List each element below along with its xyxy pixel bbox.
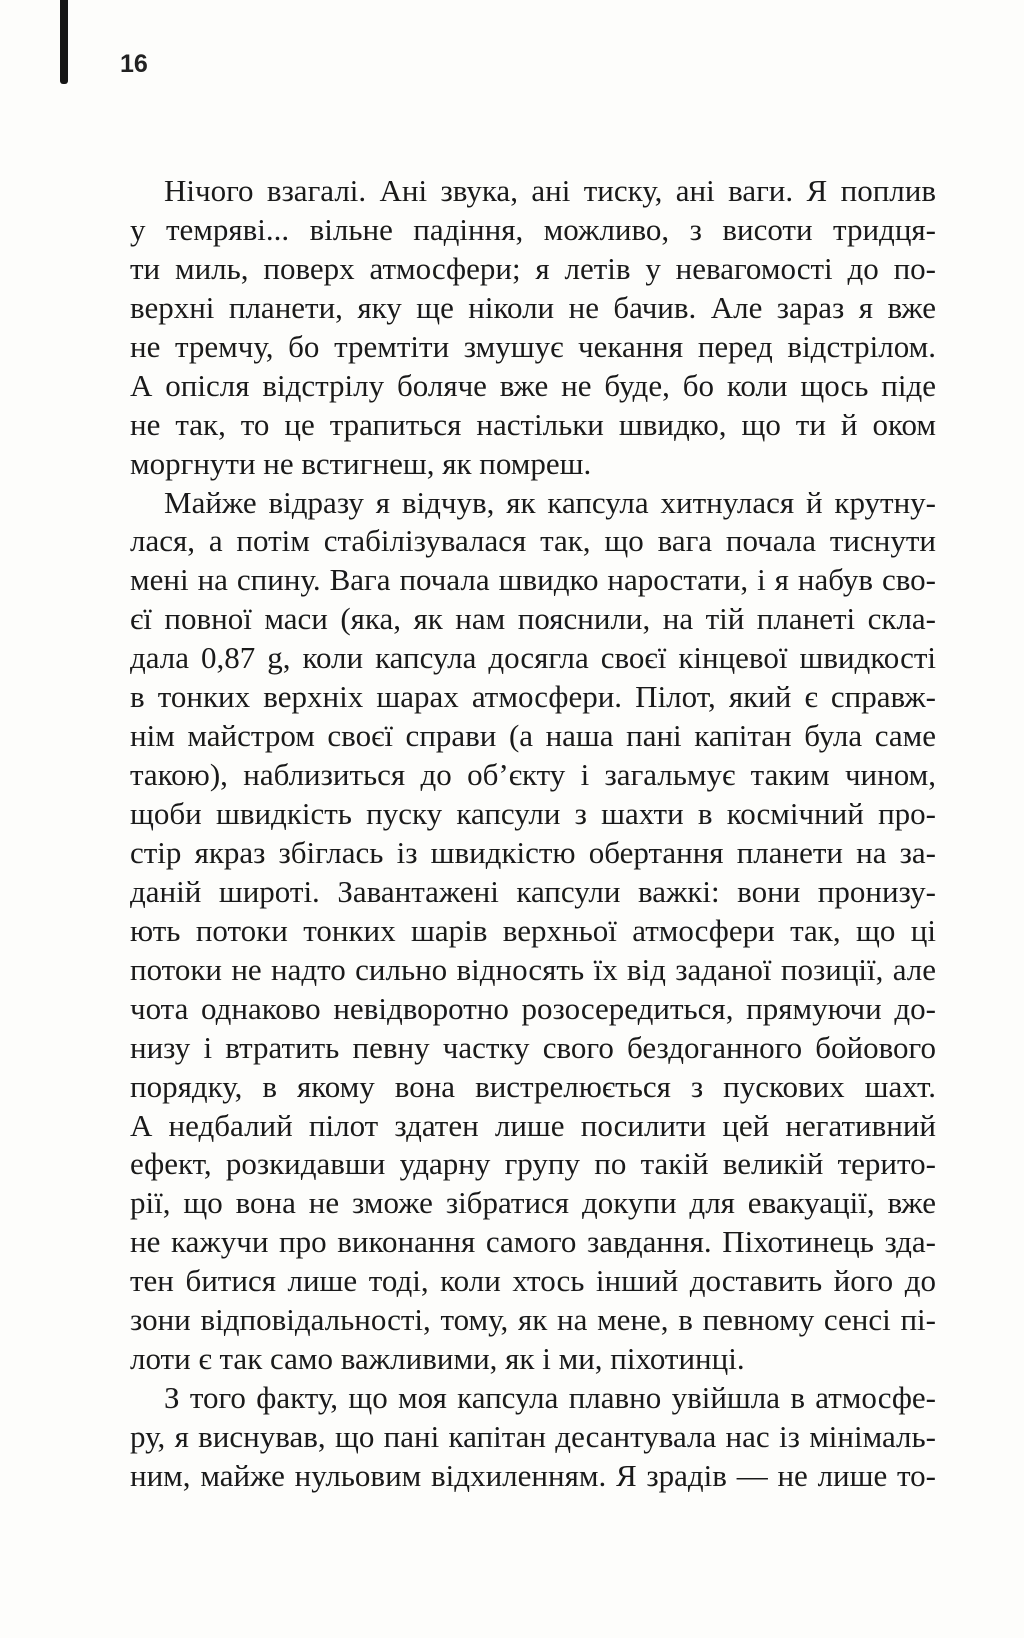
- text-line: ним, майже нульовим відхиленням. Я зрадів — не лише то-: [130, 1457, 936, 1493]
- page-text: [130, 172, 936, 1496]
- text-line: чота однаково невідворотно розосередиться, прямуючи до-: [130, 990, 936, 1026]
- text-line: такою), наблизиться до об’єкту і загальмує таким чином,: [130, 757, 936, 793]
- text-line: стір якраз збіглась із швидкістю обертання планети на за-: [130, 834, 936, 870]
- text-line: дала 0,87 g, коли капсула досягла своєї кінцевої швидкості: [130, 640, 936, 676]
- text-line: верхні планети, яку ще ніколи не бачив. Але зараз я вже: [130, 289, 936, 325]
- text-line: тен битися лише тоді, коли хтось інший доставить його до: [130, 1263, 936, 1299]
- text-line: ти миль, поверх атмосфери; я летів у невагомості до по-: [130, 250, 936, 286]
- text-line: рії, що вона не зможе зібратися докупи для евакуації, вже: [130, 1185, 936, 1221]
- text-line: єї повної маси (яка, як нам пояснили, на тій планеті скла-: [130, 601, 936, 637]
- text-line: З того факту, що моя капсула плавно увійшла в атмосфе-: [164, 1380, 936, 1416]
- text-line: Нічого взагалі. Ані звука, ані тиску, ані ваги. Я поплив: [164, 173, 936, 208]
- text-line: А опісля відстрілу боляче вже не буде, бо коли щось піде: [130, 367, 936, 403]
- text-line: потоки не надто сильно відносять їх від заданої позиції, але: [130, 951, 936, 987]
- text-line: лоти є так само важливими, як і ми, піхотинці.: [130, 1341, 745, 1377]
- text-line: не кажучи про виконання самого завдання. Піхотинець зда-: [130, 1224, 936, 1260]
- text-line: ру, я виснував, що пані капітан десантувала нас із мінімаль-: [130, 1419, 936, 1454]
- text-line: Майже відразу я відчув, як капсула хитнулася й крутну-: [164, 484, 936, 520]
- paragraph-2: [130, 484, 936, 1380]
- text-line: у темряві... вільне падіння, можливо, з висоти тридця-: [130, 211, 936, 247]
- page-edge-mark: [60, 0, 68, 84]
- text-line: нім майстром своєї справи (а наша пані капітан була саме: [130, 718, 936, 754]
- text-line: щоби швидкість пуску капсули з шахти в космічний про-: [130, 796, 936, 831]
- text-line: не так, то це трапиться настільки швидко, що ти й оком: [130, 406, 936, 442]
- text-line: ефект, розкидавши ударну групу по такій великій терито-: [130, 1146, 936, 1182]
- text-line: ють потоки тонких шарів верхньої атмосфери так, що ці: [130, 912, 936, 948]
- text-line: мені на спину. Вага почала швидко наростати, і я набув сво-: [130, 562, 936, 598]
- text-line: не тремчу, бо тремтіти змушує чекання перед відстрілом.: [130, 328, 936, 364]
- text-line: зони відповідальності, тому, як на мене, в певному сенсі пі-: [130, 1302, 936, 1338]
- text-line: моргнути не встигнеш, як помреш.: [130, 445, 592, 481]
- text-line: даній широті. Завантажені капсули важкі: вони пронизу-: [130, 873, 936, 909]
- paragraph-3: [130, 1379, 936, 1496]
- text-line: низу і втратить певну частку свого бездоганного бойового: [130, 1029, 936, 1065]
- paragraph-1: [130, 172, 936, 484]
- text-line: лася, а потім стабілізувалася так, що вага почала тиснути: [130, 523, 936, 559]
- text-line: в тонких верхніх шарах атмосфери. Пілот, який є справж-: [130, 679, 936, 715]
- text-line: порядку, в якому вона вистрелюється з пускових шахт.: [130, 1068, 936, 1104]
- text-line: А недбалий пілот здатен лише посилити цей негативний: [130, 1107, 936, 1143]
- page-number: 16: [120, 50, 148, 78]
